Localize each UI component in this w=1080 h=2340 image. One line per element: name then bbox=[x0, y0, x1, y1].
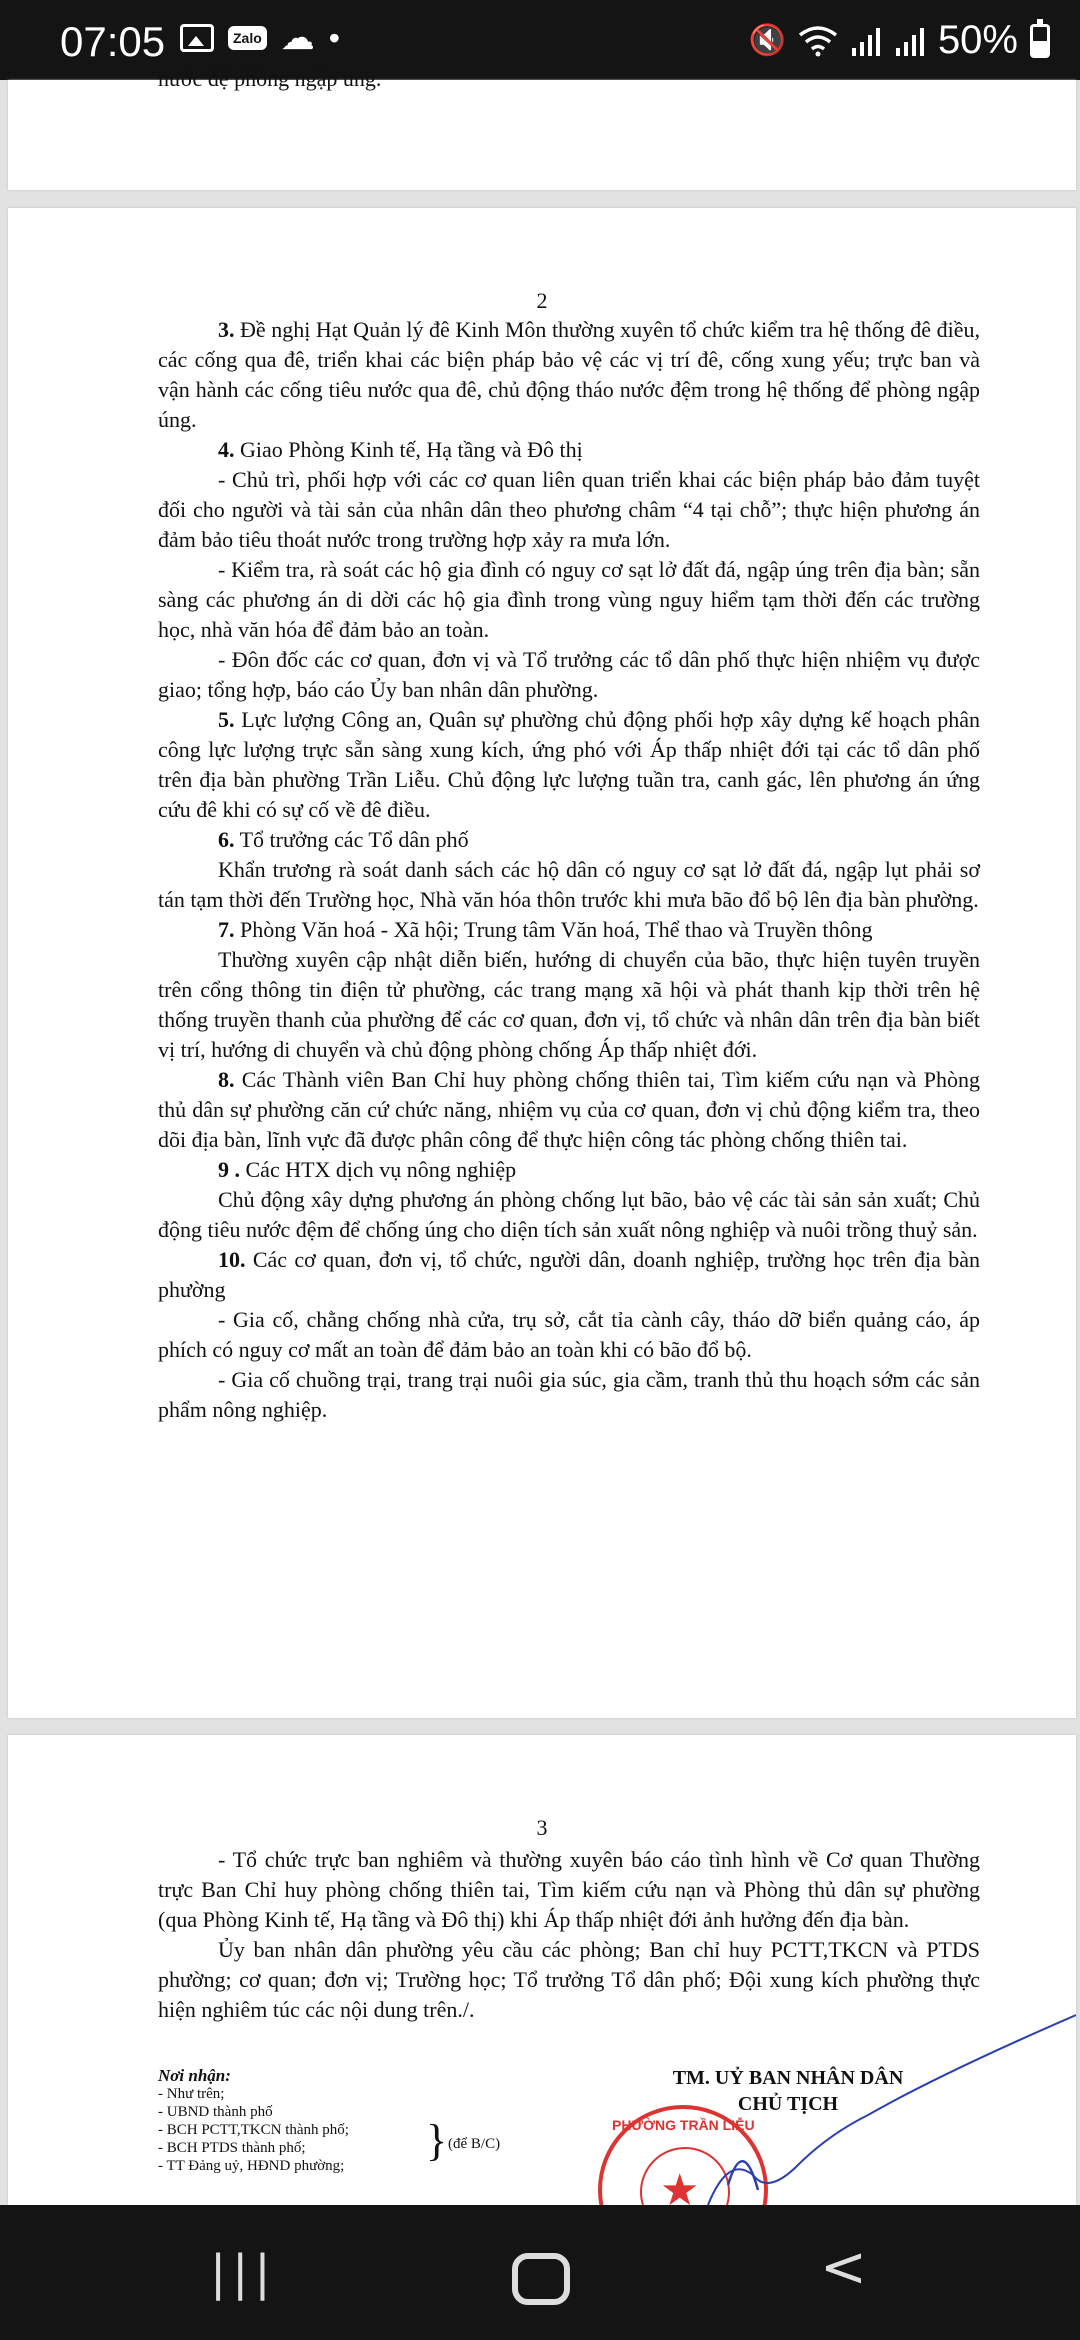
recipients-title: Nơi nhận: bbox=[158, 2066, 231, 2085]
wifi-icon bbox=[798, 25, 838, 57]
paragraph: - Kiểm tra, rà soát các hộ gia đình có nguy cơ sạt lở đất đá, ngập úng trên địa bàn; sẵn sàng các phương án di dời các hộ gia đình trong vùng nguy hiểm tạm thời đến các trường học, nhà văn hóa để đảm bảo an toàn. bbox=[158, 557, 980, 642]
document-page-2 bbox=[8, 208, 1076, 1718]
paragraph: 7. Phòng Văn hoá - Xã hội; Trung tâm Văn hoá, Thể thao và Truyền thông bbox=[218, 917, 873, 942]
notification-icons bbox=[180, 19, 340, 57]
paragraph: 8. Các Thành viên Ban Chỉ huy phòng chống thiên tai, Tìm kiếm cứu nạn và Phòng thủ dân sự phường căn cứ chức năng, nhiệm vụ của cơ quan, đơn vị chủ động kiểm tra, theo dõi địa bàn, lĩnh vực đã được phân công để thực hiện công tác phòng chống thiên tai. bbox=[158, 1067, 980, 1152]
paragraph: 4. Giao Phòng Kinh tế, Hạ tầng và Đô thị bbox=[218, 437, 583, 462]
paragraph: 5. Lực lượng Công an, Quân sự phường chủ động phối hợp xây dựng kế hoạch phân công lực lượng trực sẵn sàng xung kích, ứng phó với Áp thấp nhiệt đới tại các tổ dân phố trên địa bàn phường Trần Liễu. Chủ động lực lượng tuần tra, canh gác, lên phương án ứng cứu đê khi có sự cố về đê điều. bbox=[158, 707, 980, 822]
recipient-item: - Như trên; bbox=[158, 2086, 225, 2102]
handwritten-signature bbox=[8, 1735, 1076, 2205]
document-page-1 bbox=[8, 66, 1076, 190]
paragraph: - Tổ chức trực ban nghiêm và thường xuyên báo cáo tình hình về Cơ quan Thường trực Ban Chỉ huy phòng chống thiên tai, Tìm kiếm cứu nạn và Phòng thủ dân sự phường (qua Phòng Kinh tế, Hạ tầng và Đô thị) khi Áp thấp nhiệt đới ảnh hưởng đến địa bàn. bbox=[158, 1847, 980, 1932]
paragraph: - Gia cố, chằng chống nhà cửa, trụ sở, cắt tỉa cành cây, tháo dỡ biển quảng cáo, áp phích có nguy cơ mất an toàn để đảm bảo an toàn khi có bão đổ bộ. bbox=[158, 1307, 980, 1362]
page1-cut-text: nước đệ phòng ngập ung. bbox=[158, 66, 382, 91]
page2-body bbox=[158, 315, 980, 1425]
signer-title: CHỦ TỊCH bbox=[737, 2093, 839, 2115]
zalo-icon: Zalo bbox=[228, 26, 267, 50]
paragraph: - Chủ trì, phối hợp với các cơ quan liên quan triển khai các biện pháp bảo đảm tuyệt đối cho người và tài sản của nhân dân theo phương châm “4 tại chỗ”; thực hiện phương án đảm bảo tiêu thoát nước trong trường hợp xảy ra mưa lớn. bbox=[158, 467, 980, 552]
page-number: 3 bbox=[536, 1815, 548, 1840]
recipient-item: - BCH PCTT,TKCN thành phố; bbox=[158, 2122, 349, 2138]
paragraph: Chủ động xây dựng phương án phòng chống lụt bão, bảo vệ các tài sản sản xuất; Chủ động tiêu nước đệm để chống úng cho diện tích sản xuất nông nghiệp và nuôi trồng thuỷ sản. bbox=[158, 1187, 980, 1242]
seal-text: PHƯỜNG TRẦN LIỄU bbox=[612, 2117, 755, 2133]
more-notifications-icon: • bbox=[328, 20, 340, 56]
signal-icon-sim1 bbox=[850, 26, 882, 56]
paragraph: 6. Tổ trưởng các Tổ dân phố bbox=[218, 827, 469, 852]
home-button[interactable] bbox=[512, 2253, 570, 2305]
battery-icon bbox=[1030, 24, 1050, 58]
paragraph: 3. Đề nghị Hạt Quản lý đê Kinh Môn thường xuyên tổ chức kiểm tra hệ thống đê điều, các cống qua đê, triển khai các biện pháp bảo vệ các vị trí đê, cống xung yếu; trực ban và vận hành các cống tiêu nước qua đê, chủ động tháo nước đệm trong hệ thống để phòng ngập úng. bbox=[158, 317, 980, 432]
paragraph: Khẩn trương rà soát danh sách các hộ dân có nguy cơ sạt lở đất đá, ngập lụt phải sơ tán tạm thời đến Trường học, Nhà văn hóa thôn trước khi mưa bão đổ bộ lên địa bàn phường. bbox=[158, 857, 980, 912]
mute-icon: 🔇 bbox=[748, 24, 786, 57]
document-page-3 bbox=[8, 1735, 1076, 2205]
recipient-item: - BCH PTDS thành phố; bbox=[158, 2140, 306, 2156]
cloud-icon: ☁ bbox=[280, 19, 315, 57]
paragraph: Ủy ban nhân dân phường yêu cầu các phòng; Ban chỉ huy PCTT,TKCN và PTDS phường; cơ quan; đơn vị; Trường học; Tổ trưởng Tổ dân phố; Đội xung kích phường thực hiện nghiêm túc các nội dung trên./. bbox=[158, 1937, 980, 2022]
paragraph: - Đôn đốc các cơ quan, đơn vị và Tổ trưởng các tổ dân phố thực hiện nhiệm vụ được giao; tổng hợp, báo cáo Ủy ban nhân dân phường. bbox=[158, 647, 980, 702]
signal-icon-sim2 bbox=[894, 26, 926, 56]
system-icons bbox=[749, 18, 1050, 63]
navigation-bar bbox=[0, 2205, 1080, 2340]
recipient-item: - UBND thành phố bbox=[158, 2104, 273, 2120]
paragraph: 9 . Các HTX dịch vụ nông nghiệp bbox=[218, 1157, 517, 1182]
gallery-icon bbox=[180, 24, 214, 52]
back-button[interactable]: < bbox=[820, 2235, 867, 2300]
brace-glyph: } bbox=[426, 2116, 448, 2165]
recipient-item: - TT Đảng uỷ, HĐND phường; bbox=[158, 2158, 345, 2174]
paragraph: 10. Các cơ quan, đơn vị, tổ chức, người dân, doanh nghiệp, trường học trên địa bàn phường bbox=[158, 1247, 980, 1302]
recent-apps-button[interactable]: ||| bbox=[210, 2245, 277, 2301]
paragraph: - Gia cố chuồng trại, trang trại nuôi gia súc, gia cầm, tranh thủ thu hoạch sớm các sản phẩm nông nghiệp. bbox=[158, 1367, 980, 1422]
signer-organization: TM. UỶ BAN NHÂN DÂN bbox=[672, 2067, 904, 2089]
page-number: 2 bbox=[536, 288, 548, 313]
paragraph: Thường xuyên cập nhật diễn biến, hướng di chuyển của bão, thực hiện tuyên truyền trên cổng thông tin điện tử phường, các trang mạng xã hội và phát thanh kịp thời trên hệ thống truyền thanh của phường để các cơ quan, đơn vị, tổ chức và nhân dân trên địa bàn biết vị trí, hướng di chuyển và chủ động phòng chống Áp thấp nhiệt đới. bbox=[158, 947, 980, 1062]
battery-percent: 50% bbox=[937, 18, 1018, 62]
recipients-note: (để B/C) bbox=[448, 2136, 501, 2152]
clock: 07:05 bbox=[60, 18, 166, 65]
star-icon: ★ bbox=[660, 2166, 700, 2205]
